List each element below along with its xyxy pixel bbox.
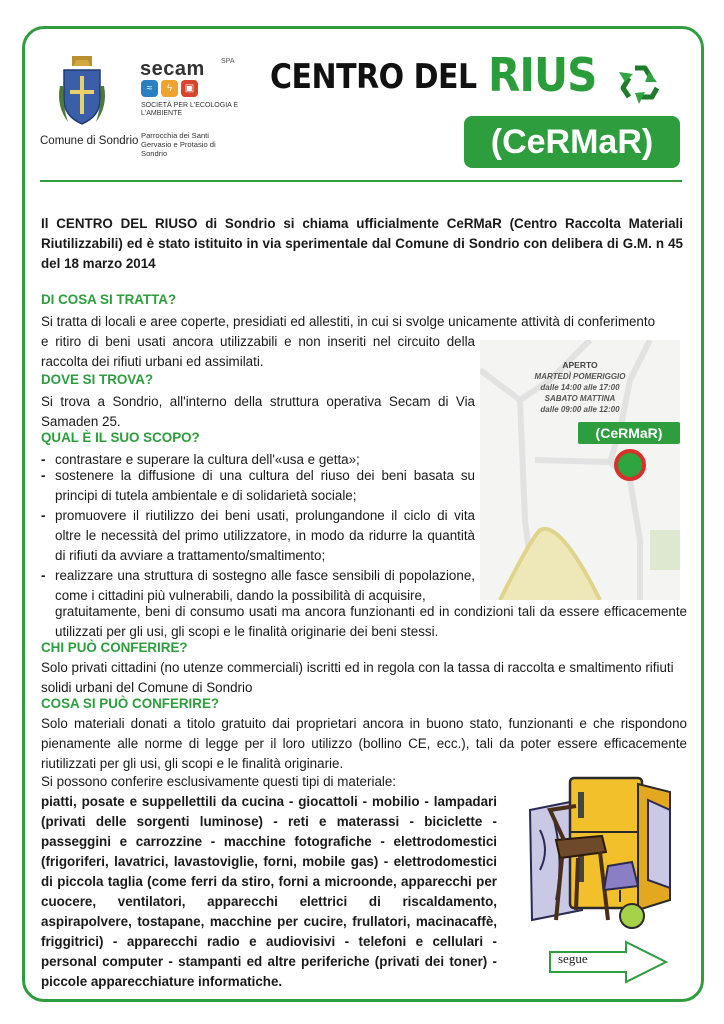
cosa-conferire-text: Solo materiali donati a titolo gratuito dai proprietari ancora in buono stato, funzionanti e che rispondono pienamente alle norme di legge per il loro utilizzo (bollino CE, ecc.), tali da poter essere efficacemente riutilizzati per gli usi, gli scopi e le finalità originarie. (41, 716, 687, 771)
secam-spa: SPA (221, 58, 235, 65)
header-divider (40, 180, 682, 182)
comune-crest-icon (56, 56, 108, 130)
bullet-dash: - (41, 508, 46, 523)
heading-scopo: QUAL È IL SUO SCOPO? (41, 430, 200, 445)
segue-label: segue (558, 951, 588, 966)
scopo-bullet-text: contrastare e superare la cultura dell'«usa e getta»; (55, 452, 360, 467)
tipi-intro: Si possono conferire esclusivamente questi tipi di materiale: (41, 774, 397, 789)
recycle-icon (615, 60, 665, 110)
opening-day-2: SABATO MATTINA (544, 394, 616, 403)
intro-paragraph: Il CENTRO DEL RIUSO di Sondrio si chiama ufficialmente CeRMaR (Centro Raccolta Materiali Riutilizzabili) ed è stato istituito in via sperimentale dal Comune di Sondrio con delibera di G.M. n 45 del 18 marzo 2014 (41, 216, 683, 271)
cermar-title-box: (CeRMaR) (464, 116, 680, 168)
opening-hours-2: dalle 09:00 alle 12:00 (540, 405, 620, 414)
heading-di-cosa-si-tratta: DI COSA SI TRATTA? (41, 292, 177, 307)
bullet-dash: - (41, 568, 46, 583)
secam-logo: secam (140, 58, 205, 80)
dove-text: Si trova a Sondrio, all'interno della struttura operativa Secam di Via Samaden 25. (41, 394, 475, 429)
opening-day-1: MARTEDÌ POMERIGGIO (534, 372, 626, 381)
waste-bin-icon: ▣ (181, 80, 198, 97)
scopo-bullet-text: sostenere la diffusione di una cultura del riuso dei beni basata su principi di tutela ambientale e di solidarietà sociale; (55, 468, 475, 503)
comune-label: Comune di Sondrio (40, 135, 139, 147)
location-map (480, 340, 680, 600)
bullet-dash: - (41, 452, 46, 467)
cosa-text-line: Si tratta di locali e aree coperte, presidiati ed allestiti, in cui si svolge unicamente attività di conferimento (41, 314, 656, 329)
heading-chi-puo-conferire: CHI PUÒ CONFERIRE? (41, 640, 188, 655)
parrocchia-label: Parrocchia dei Santi Gervasio e Protasio di Sondrio (141, 131, 216, 158)
secam-service-icons (141, 80, 198, 97)
bullet-dash: - (41, 468, 46, 483)
secam-tagline: SOCIETÀ PER L'ECOLOGIA E L'AMBIENTE (141, 102, 239, 117)
chi-text: Solo privati cittadini (no utenze commerciali) iscritti ed in regola con la tassa di raccolta e smaltimento rifiuti solidi urbani del Comune di Sondrio (41, 660, 674, 695)
heading-dove-si-trova: DOVE SI TROVA? (41, 372, 154, 387)
energy-icon: ϟ (161, 80, 178, 97)
scopo-bullet-text: realizzare una struttura di sostegno alle fasce sensibili di popolazione, come i cittadini più vulnerabili, dando la possibilità di acquisire, (55, 568, 475, 603)
reuse-items-illustration (520, 770, 682, 940)
title-centro-del: CENTRO DEL (270, 58, 477, 98)
title-riuso: RIUS (488, 48, 597, 102)
scopo-bullet-text: promuovere il riutilizzo dei beni usati, prolungandone il ciclo di vita oltre le necessità del primo utilizzatore, in modo da ridurre la quantità di rifiuti da avviare a trattamento/smaltimento; (55, 508, 475, 563)
tipi-materiale-list: piatti, posate e suppellettili da cucina - giocattoli - mobilio - lampadari (privati delle sorgenti luminose) - reti e materassi - biciclette - passeggini e carrozzine - macchine fotografiche - elettrodomestici (frigoriferi, lavatrici, lavastoviglie, forni, mobile gas) - elettrodomestici di piccola taglia (come ferri da stiro, forni a microonde, apparecchi per cuocere, ventilatori, apparecchi elettrici di riscaldamento, aspirapolvere, tostapane, macchine per cucire, frullatori, macinacaffè, friggitrici) - apparecchi radio e audiovisivi - telefoni e cellulari - personal computer - stampanti ed altre periferiche (privati dei toner) - piccole apparecchiature informatiche. (41, 794, 497, 989)
scopo-continuation: gratuitamente, beni di consumo usati ma ancora funzionanti ed in condizioni tali da essere efficacemente utilizzati per gli usi, gli scopi e le finalità originarie dei beni stessi. (55, 604, 687, 639)
opening-hours (480, 360, 680, 415)
opening-hours-1: dalle 14:00 alle 17:00 (540, 383, 620, 392)
water-icon: ≈ (141, 80, 158, 97)
map-cermar-badge: (CeRMaR) (578, 422, 680, 444)
cosa-text-cont: e ritiro di beni usati ancora utilizzabili e non inseriti nel circuito della raccolta dei rifiuti urbani ed assimilati. (41, 334, 475, 369)
heading-cosa-conferire: COSA SI PUÒ CONFERIRE? (41, 696, 220, 711)
opening-title: APERTO (562, 360, 598, 370)
